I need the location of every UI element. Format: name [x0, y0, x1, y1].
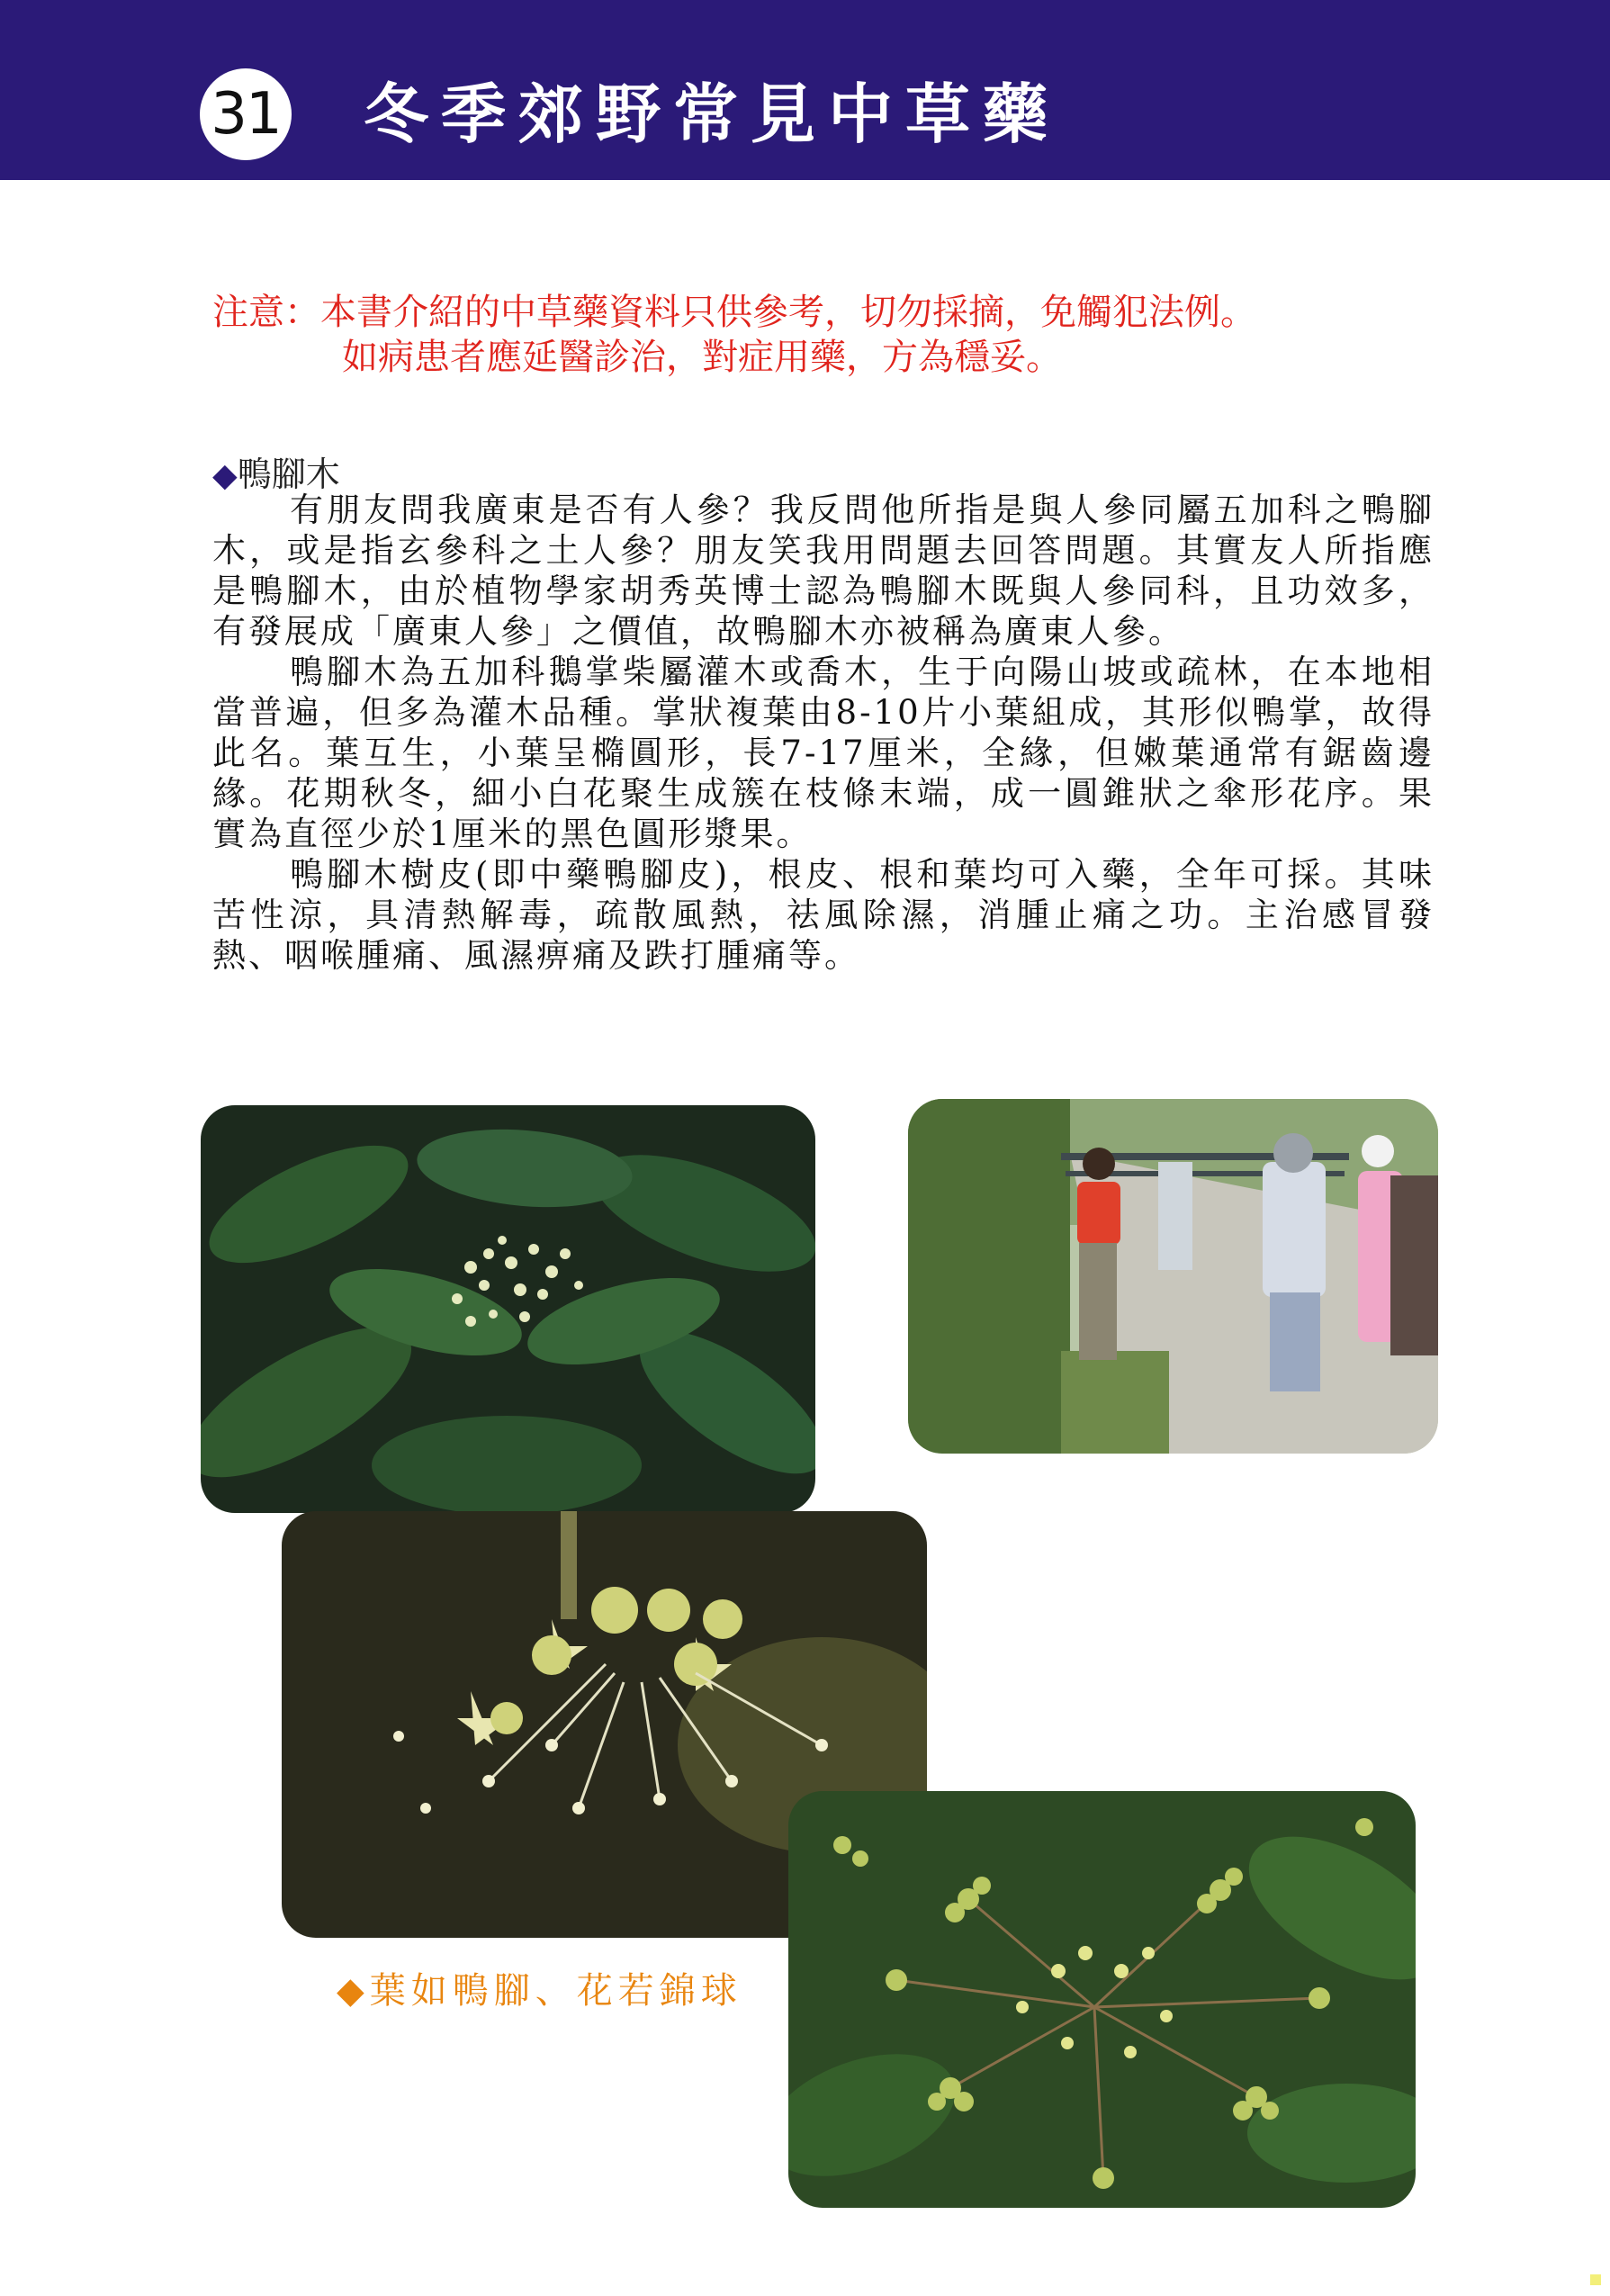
- photo-hiking-group: [908, 1099, 1438, 1454]
- photo-fruit-clusters: [788, 1791, 1416, 2208]
- diamond-icon: ◆: [337, 1970, 370, 2012]
- section-title: 鴨腳木: [237, 455, 340, 494]
- photo-caption: [337, 1967, 742, 2015]
- notice-line-1: 注意：本書介紹的中草藥資料只供參考，切勿採摘，免觸犯法例。: [212, 292, 1256, 333]
- diamond-icon: ◆: [212, 457, 238, 494]
- page-number-badge: 31: [200, 68, 292, 160]
- page-title: 冬季郊野常見中草藥: [364, 76, 1061, 152]
- photo-leaves-flowers: [201, 1105, 815, 1513]
- notice-box: [212, 290, 1472, 380]
- caption-text: 葉如鴨腳、花若錦球: [369, 1970, 742, 2012]
- paragraph: 有朋友問我廣東是否有人參？我反問他所指是與人參同屬五加科之鴨腳木，或是指玄參科之土人參？朋友笑我用問題去回答問題。其實友人所指應是鴨腳木，由於植物學家胡秀英博士認為鴨腳木既與人參同科，且功效多，有發展成「廣東人參」之價值，故鴨腳木亦被稱為廣東人參。: [212, 491, 1435, 651]
- notice-line-2: 如病患者應延醫診治，對症用藥，方為穩妥。: [342, 337, 1062, 378]
- paragraph: 鴨腳木樹皮(即中藥鴨腳皮)，根皮、根和葉均可入藥，全年可採。其味苦性涼，具清熱解毒，疏散風熱，祛風除濕，消腫止痛之功。主治感冒發熱、咽喉腫痛、風濕痹痛及跌打腫痛等。: [212, 855, 1435, 975]
- page-header: [0, 0, 1610, 180]
- paragraph: 鴨腳木為五加科鵝掌柴屬灌木或喬木，生于向陽山坡或疏林，在本地相當普遍，但多為灌木品種。掌狀複葉由8-10片小葉組成，其形似鴨掌，故得此名。葉互生，小葉呈橢圓形，長7-17厘米，全緣，但嫩葉通常有鋸齒邊緣。花期秋冬，細小白花聚生成簇在枝條末端，成一圓錐狀之傘形花序。果實為直徑少於1厘米的黑色圓形漿果。: [212, 653, 1435, 853]
- article-body: [212, 490, 1435, 976]
- corner-mark: [1590, 2274, 1601, 2285]
